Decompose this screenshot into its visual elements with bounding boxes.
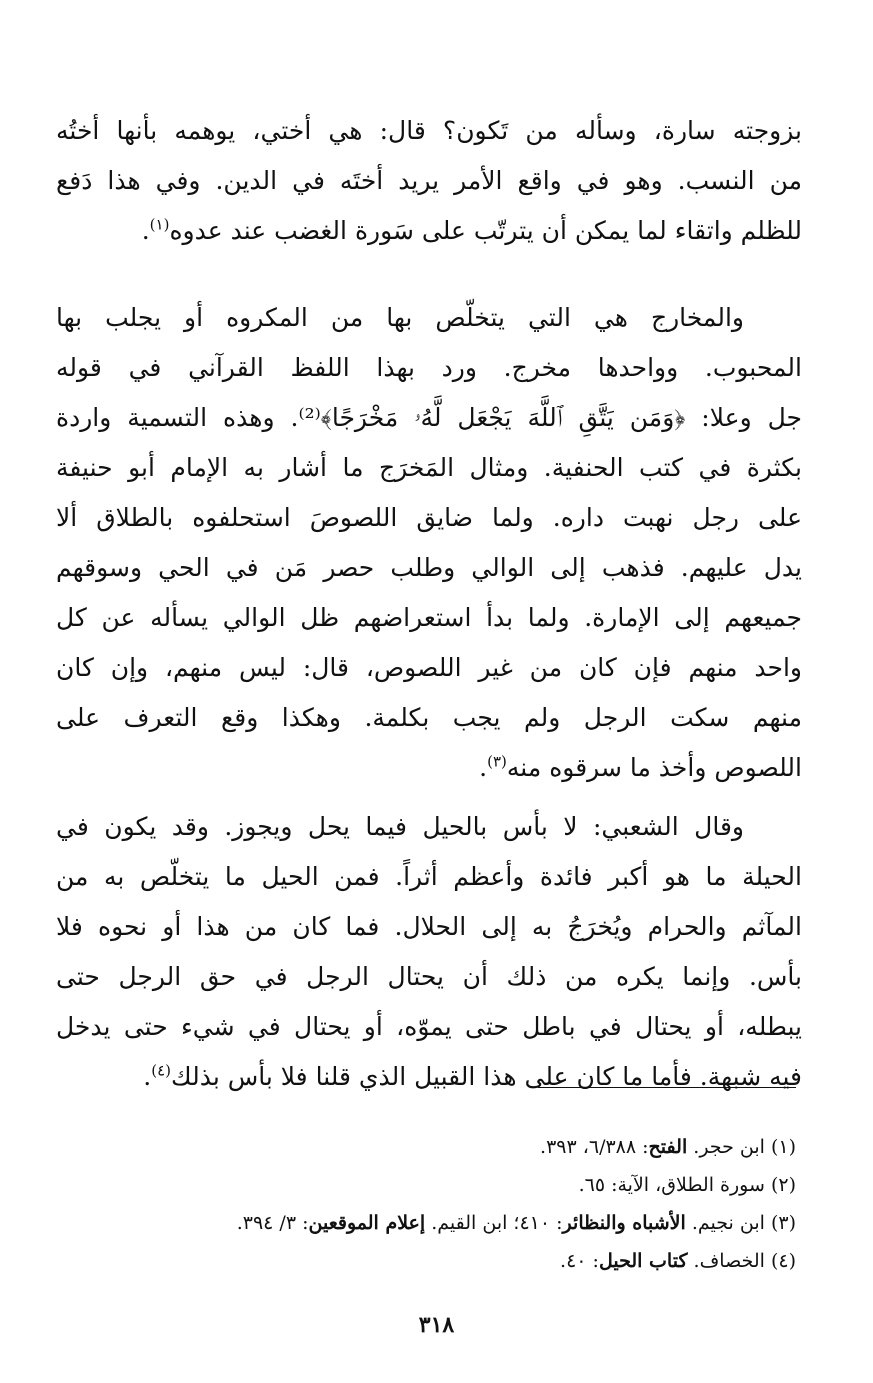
text-line-content: اللصوص وأخذ ما سرقوه منه bbox=[506, 753, 802, 782]
footnote-text: : ٤٠. bbox=[560, 1250, 599, 1272]
footnote-title: كتاب الحيل bbox=[598, 1250, 688, 1272]
footnote-text: : ٦/٣٨٨، ٣٩٣. bbox=[540, 1136, 649, 1158]
footnote-1 bbox=[56, 1128, 796, 1166]
text-line: بأس. وإنما يكره من ذلك أن يحتال الرجل في حق الرجل حتى bbox=[56, 962, 802, 991]
text-line bbox=[56, 206, 802, 256]
text-line: والمخارج هي التي يتخلّص بها من المكروه أو يجلب بها bbox=[56, 303, 744, 332]
text-line: وقال الشعبي: لا بأس بالحيل فيما يحل ويجوز. وقد يكون في bbox=[56, 812, 744, 841]
footnote-ref-1: (١) bbox=[149, 215, 170, 234]
text-line: بكثرة في كتب الحنفية. ومثال المَخرَج ما أشار به الإمام أبو حنيفة bbox=[56, 453, 802, 482]
footnote-4 bbox=[56, 1242, 796, 1280]
footnotes bbox=[56, 1128, 796, 1280]
text-line: من النسب. وهو في واقع الأمر يريد أختَه في الدين. وفي هذا دَفع bbox=[56, 166, 802, 195]
text-line: المآثم والحرام ويُخرَجُ به إلى الحلال. فما كان من هذا أو نحوه فلا bbox=[56, 912, 802, 941]
footnote-number: (٤) bbox=[770, 1250, 796, 1272]
footnote-title: الأشباه والنظائر bbox=[562, 1212, 686, 1234]
footnote-text: : ٤١٠؛ ابن القيم. bbox=[431, 1212, 563, 1234]
text-line: الحيلة ما هو أكبر فائدة وأعظم أثراً. فمن الحيل ما يتخلّص به من bbox=[56, 862, 802, 891]
text-line: المحبوب. وواحدها مخرج. ورد بهذا اللفظ القرآني في قوله bbox=[56, 353, 802, 382]
paragraph-3 bbox=[56, 802, 802, 1102]
page-number: ٣١٨ bbox=[418, 1312, 455, 1338]
text-line: بزوجته سارة، وسأله من تَكون؟ قال: هي أختي، يوهمه بأنها أختُه bbox=[56, 116, 802, 145]
footnote-text: ابن نجيم. bbox=[691, 1212, 765, 1234]
text-line: واحد منهم فإن كان من غير اللصوص، قال: ليس منهم، وإن كان bbox=[56, 653, 802, 682]
text-line: يبطله، أو يحتال في باطل حتى يموّه، أو يحتال في شيء حتى يدخل bbox=[56, 1012, 802, 1041]
footnote-title: إعلام الموقعين bbox=[308, 1212, 426, 1234]
text-line: منهم سكت الرجل ولم يجب بكلمة. وهكذا وقع التعرف على bbox=[56, 703, 802, 732]
text-line bbox=[56, 1052, 802, 1102]
text-line: جميعهم إلى الإمارة. ولما بدأ استعراضهم ظل الوالي يسأله عن كل bbox=[56, 603, 802, 632]
text-line: جل وعلا: ﴿وَمَن يَتَّقِ ٱللَّهَ يَجْعَل لَّهُۥ مَخْرَجًا﴾⁽²⁾. وهذه التسمية واردة bbox=[56, 403, 802, 432]
period: . bbox=[141, 216, 150, 245]
period: . bbox=[143, 1062, 152, 1091]
footnote-title: الفتح bbox=[648, 1136, 688, 1158]
text-line bbox=[56, 743, 802, 793]
text-line: يدل عليهم. فذهب إلى الوالي وطلب حصر مَن في الحي وسوقهم bbox=[56, 553, 802, 582]
text-line: على رجل نهبت داره. ولما ضايق اللصوصَ استحلفوه بالطلاق ألا bbox=[56, 503, 802, 532]
footnote-number: (١) bbox=[770, 1136, 796, 1158]
footnote-3 bbox=[56, 1204, 796, 1242]
footnote-text: الخصاف. bbox=[693, 1250, 765, 1272]
footnote-text: ابن حجر. bbox=[693, 1136, 765, 1158]
period: . bbox=[479, 753, 488, 782]
footnote-number: (٢) bbox=[770, 1174, 796, 1196]
text-line-content: للظلم واتقاء لما يمكن أن يترتّب على سَورة الغضب عند عدوه bbox=[169, 216, 802, 245]
footnote-ref-4: (٤) bbox=[151, 1061, 172, 1080]
footnote-text: : ٣/ ٣٩٤. bbox=[236, 1212, 309, 1234]
footnote-separator bbox=[538, 1087, 796, 1088]
footnote-number: (٣) bbox=[770, 1212, 796, 1234]
footnote-2 bbox=[56, 1166, 796, 1204]
paragraph-1 bbox=[56, 106, 802, 256]
footnote-ref-3: (٣) bbox=[487, 752, 507, 771]
footnote-text: سورة الطلاق، الآية: ٦٥. bbox=[578, 1174, 765, 1196]
text-line-content: فيه شبهة. فأما ما كان على هذا القبيل الذي قلنا فلا بأس بذلك bbox=[171, 1062, 802, 1091]
paragraph-2 bbox=[56, 293, 802, 793]
